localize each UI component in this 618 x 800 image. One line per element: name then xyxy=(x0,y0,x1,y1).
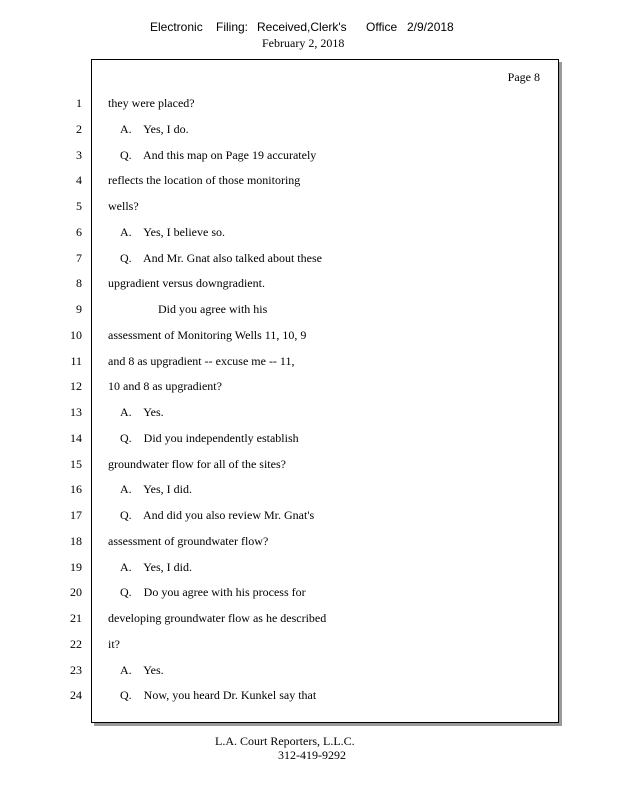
line-number: 17 xyxy=(70,508,82,522)
line-number: 9 xyxy=(76,302,82,316)
line-text: upgradient versus downgradient. xyxy=(108,276,265,291)
line-number: 10 xyxy=(70,327,82,342)
line-number: 2 xyxy=(76,121,82,136)
line-text: Q. Do you agree with his process for xyxy=(120,585,306,600)
footer-phone: 312-419-9292 xyxy=(278,748,346,762)
transcript-line xyxy=(0,173,618,193)
line-text: Q. And did you also review Mr. Gnat's xyxy=(120,508,315,522)
line-number: 8 xyxy=(76,276,82,291)
line-text: assessment of Monitoring Wells 11, 10, 9 xyxy=(108,327,307,342)
footer-company: L.A. Court Reporters, L.L.C. xyxy=(215,734,355,748)
header-word: Received,Clerk's xyxy=(257,20,347,34)
transcript-line xyxy=(0,534,618,554)
transcript-line xyxy=(0,122,618,142)
line-number: 16 xyxy=(70,482,82,497)
transcript-line xyxy=(0,560,618,580)
line-text: and 8 as upgradient -- excuse me -- 11, xyxy=(108,353,295,368)
transcript-line xyxy=(0,276,618,296)
page-number: Page 8 xyxy=(507,70,540,84)
line-number: 11 xyxy=(70,353,82,368)
line-number: 6 xyxy=(76,224,82,239)
transcript-line xyxy=(0,482,618,502)
transcript-line xyxy=(0,251,618,271)
line-text: Q. And this map on Page 19 accurately xyxy=(120,147,317,162)
line-number: 13 xyxy=(70,405,82,419)
line-text: Q. And Mr. Gnat also talked about these xyxy=(120,250,322,265)
line-text: A. Yes, I believe so. xyxy=(120,224,225,239)
line-text: A. Yes. xyxy=(120,662,164,677)
transcript-line xyxy=(0,405,618,425)
line-number: 5 xyxy=(76,199,82,213)
line-number: 3 xyxy=(76,147,82,162)
line-text: wells? xyxy=(108,199,139,213)
transcript-line xyxy=(0,199,618,219)
transcript-line xyxy=(0,354,618,374)
header-date: February 2, 2018 xyxy=(262,36,345,50)
line-text: they were placed? xyxy=(108,96,195,110)
header-word: 2/9/2018 xyxy=(407,20,454,34)
transcript-line xyxy=(0,431,618,451)
transcript-line xyxy=(0,225,618,245)
line-number: 19 xyxy=(70,559,82,574)
transcript-line xyxy=(0,302,618,322)
line-text: Did you agree with his xyxy=(158,302,268,316)
transcript-line xyxy=(0,148,618,168)
header-word: Electronic xyxy=(150,20,203,34)
line-text: assessment of groundwater flow? xyxy=(108,533,269,548)
line-number: 22 xyxy=(70,636,82,651)
transcript-line xyxy=(0,328,618,348)
transcript-line xyxy=(0,379,618,399)
line-number: 14 xyxy=(70,430,82,445)
line-number: 20 xyxy=(70,585,82,600)
line-text: Q. Did you independently establish xyxy=(120,430,299,445)
line-number: 1 xyxy=(76,96,82,110)
filing-header xyxy=(0,20,618,36)
transcript-line xyxy=(0,508,618,528)
transcript-line xyxy=(0,663,618,683)
transcript-line xyxy=(0,585,618,605)
header-word: Office xyxy=(366,20,398,34)
transcript-line xyxy=(0,457,618,477)
line-text: developing groundwater flow as he described xyxy=(108,611,327,625)
transcript-line xyxy=(0,96,618,116)
line-text: groundwater flow for all of the sites? xyxy=(108,456,286,471)
line-number: 15 xyxy=(70,456,82,471)
line-number: 21 xyxy=(70,611,82,625)
line-text: 10 and 8 as upgradient? xyxy=(108,379,222,394)
line-text: A. Yes, I did. xyxy=(120,559,193,574)
line-text: A. Yes, I do. xyxy=(120,121,189,136)
line-number: 18 xyxy=(70,533,82,548)
line-number: 12 xyxy=(70,379,82,394)
line-text: it? xyxy=(108,636,120,651)
transcript-line xyxy=(0,611,618,631)
line-text: Q. Now, you heard Dr. Kunkel say that xyxy=(120,688,317,703)
header-word: Filing: xyxy=(216,20,249,34)
line-number: 24 xyxy=(70,688,82,703)
line-number: 4 xyxy=(76,173,82,188)
transcript-line xyxy=(0,688,618,708)
line-number: 23 xyxy=(70,662,82,677)
transcript-line xyxy=(0,637,618,657)
line-text: reflects the location of those monitoring xyxy=(108,173,301,188)
line-number: 7 xyxy=(76,250,82,265)
line-text: A. Yes, I did. xyxy=(120,482,193,497)
line-text: A. Yes. xyxy=(120,405,164,419)
